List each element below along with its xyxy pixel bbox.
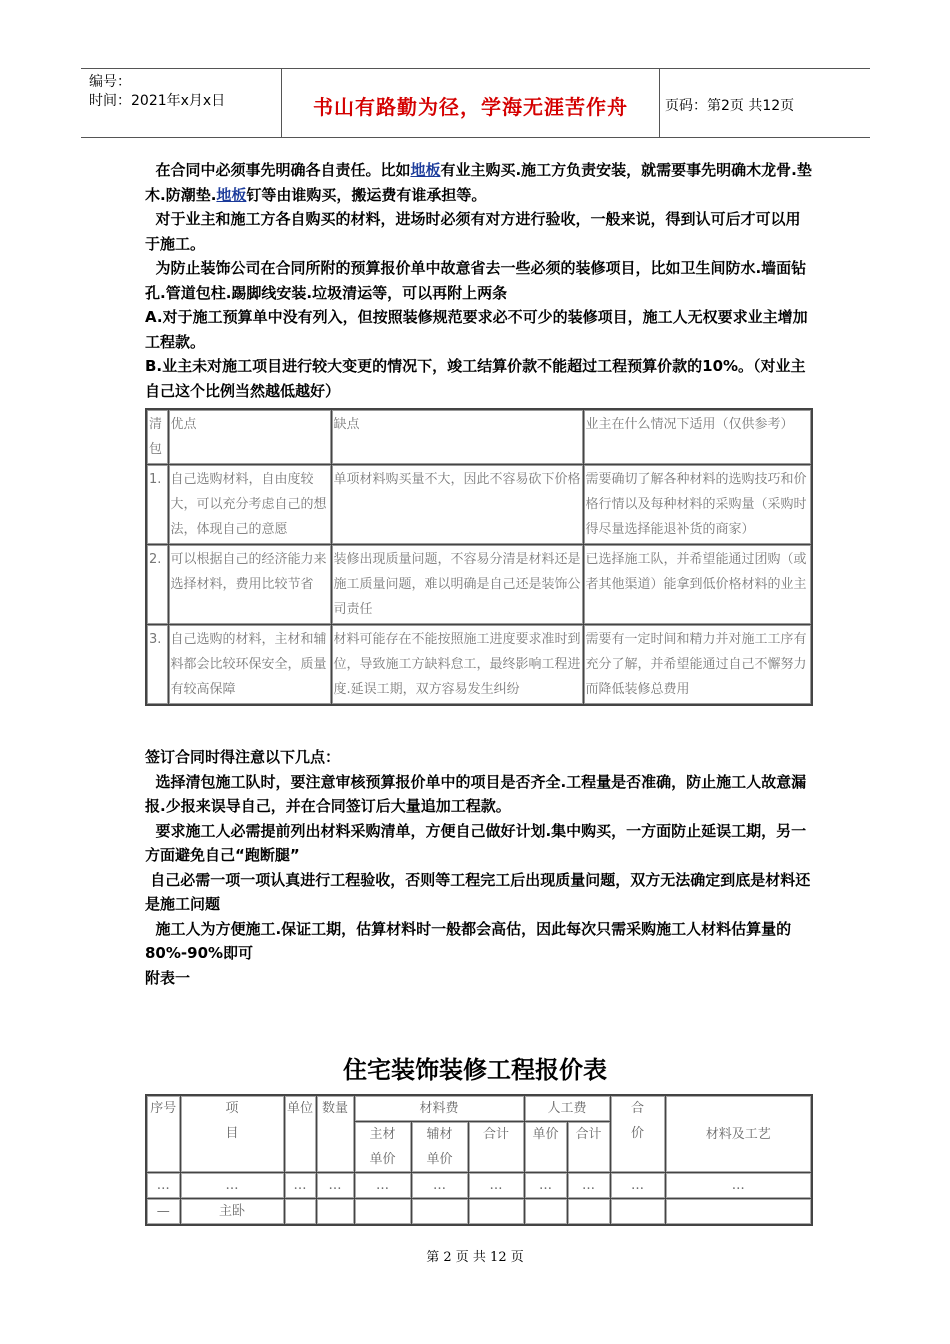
date-label: 时间：2021年x月x日 [89, 93, 226, 109]
text-segment: 自己必需一项一项认真进行工程验收，否则等工程完工后出现质量问题，双方无法确定到底是材料还是施工问题 [145, 870, 811, 913]
header-aux-price: 辅材 单价 [411, 1122, 468, 1173]
text-segment: 要求施工人必需提前列出材料采购清单，方便自己做好计划.集中购买，一方面防止延误工期，另一方面避免自己“跑断腿” [145, 821, 807, 864]
cons-cell: 材料可能存在不能按照施工进度要求准时到位，导致施工方缺料怠工，最终影响工程进度.延误工期，双方容易发生纠纷 [331, 625, 583, 706]
note-item [145, 770, 815, 819]
price-table-title: 住宅装饰装修工程报价表 [343, 1055, 607, 1084]
header-labor-sum: 合计 [567, 1122, 610, 1173]
ellipsis-cell: … [665, 1173, 812, 1199]
ellipsis-cell: … [524, 1173, 567, 1199]
header-right [659, 69, 870, 137]
ellipsis-cell: … [411, 1173, 468, 1199]
empty-cell [567, 1199, 610, 1226]
appendix-label: 附表一 [145, 968, 191, 987]
header-material: 材料费 [354, 1095, 524, 1122]
row-number: 2. [146, 545, 168, 625]
empty-cell [610, 1199, 665, 1226]
clause-a: A.对于施工预算单中没有列入，但按照装修规范要求必不可少的装修项目，施工人无权要求业主增加工程款。 [145, 308, 808, 351]
header-material-sum: 合计 [468, 1122, 524, 1173]
header-unit: 单位 [284, 1095, 316, 1173]
cons-cell: 单项材料购买量不大，因此不容易砍下价格 [331, 465, 583, 545]
table-row [146, 1173, 812, 1199]
empty-cell [411, 1199, 468, 1226]
number-label: 编号： [89, 74, 131, 90]
empty-cell [354, 1199, 411, 1226]
empty-cell [665, 1199, 812, 1226]
ellipsis-cell: … [284, 1173, 316, 1199]
note-item [145, 917, 815, 966]
notes-title: 签订合同时得注意以下几点： [145, 748, 341, 766]
ellipsis-cell: … [468, 1173, 524, 1199]
empty-cell [284, 1199, 316, 1226]
text-segment: 施工人为方便施工.保证工期，估算材料时一般都会高估，因此每次只需采购施工人材料估算量的80%-90%即可 [145, 919, 792, 962]
table-row [146, 465, 812, 545]
header-total: 合 价 [610, 1095, 665, 1173]
row-seq: — [146, 1199, 180, 1226]
pros-cell: 自己选购的材料，主材和辅料都会比较环保安全，质量有较高保障 [168, 625, 331, 706]
empty-cell [316, 1199, 354, 1226]
ellipsis-cell: … [146, 1173, 180, 1199]
floor-link-2[interactable]: 地板 [216, 185, 247, 204]
price-table [145, 1094, 813, 1226]
empty-cell [468, 1199, 524, 1226]
clause-b: B.业主未对施工项目进行较大变更的情况下，竣工结算价款不能超过工程预算价款的10%。（对业主自己这个比例当然越低越好） [145, 357, 806, 400]
row-number: 3. [146, 625, 168, 706]
suitable-cell: 需要确切了解各种材料的选购技巧和价格行情以及每种材料的采购量（采购时得尽量选择能退补货的商家） [583, 465, 812, 545]
text-segment: 为防止装饰公司在合同所附的预算报价单中故意省去一些必须的装修项目，比如卫生间防水.墙面钻孔.管道包柱.踢脚线安装.垃圾清运等，可以再附上两条 [145, 259, 807, 302]
pros-cell: 自己选购材料，自由度较大，可以充分考虑自己的想法，体现自己的意愿 [168, 465, 331, 545]
row-number: 1. [146, 465, 168, 545]
header-cell: 缺点 [331, 409, 583, 465]
paragraph-inspection [145, 207, 815, 256]
ellipsis-cell: … [567, 1173, 610, 1199]
notes-text [145, 745, 815, 990]
suitable-cell: 需要有一定时间和精力并对施工工序有充分了解，并希望能通过自己不懈努力而降低装修总费用 [583, 625, 812, 706]
header-cell: 业主在什么情况下适用（仅供参考） [583, 409, 812, 465]
header-item: 项 目 [180, 1095, 284, 1173]
text-segment: 有业主购买.施工方负责安装，就需要事先明确木龙骨.垫木.防潮垫. [145, 161, 812, 204]
header-cell: 清包 [146, 409, 168, 465]
motto: 书山有路勤为径，学海无涯苦作舟 [313, 95, 628, 119]
suitable-cell: 已选择施工队，并希望能通过团购（或者其他渠道）能拿到低价格材料的业主 [583, 545, 812, 625]
empty-cell [524, 1199, 567, 1226]
header-craft: 材料及工艺 [665, 1095, 812, 1173]
text-segment: 选择清包施工队时，要注意审核预算报价单中的项目是否齐全.工程量是否准确，防止施工人故意漏报.少报来误导自己，并在合同签订后大量追加工程款。 [145, 772, 807, 815]
header-center [281, 69, 660, 137]
pros-cell: 可以根据自己的经济能力来选择材料，费用比较节省 [168, 545, 331, 625]
note-item [145, 819, 815, 868]
header-labor: 人工费 [524, 1095, 610, 1122]
note-item [145, 868, 815, 917]
text-segment: 钉等由谁购买，搬运费有谁承担等。 [246, 185, 487, 204]
row-item: 主卧 [180, 1199, 284, 1226]
price-header-row [146, 1095, 812, 1122]
paragraph-responsibility [145, 158, 815, 207]
paragraph-prevent [145, 256, 815, 305]
floor-link-1[interactable]: 地板 [410, 161, 441, 179]
header-cell: 优点 [168, 409, 331, 465]
header-left [81, 69, 281, 137]
table-row [146, 545, 812, 625]
table-row [146, 625, 812, 706]
ellipsis-cell: … [354, 1173, 411, 1199]
table-header-row [146, 409, 812, 465]
text-segment: 对于业主和施工方各自购买的材料，进场时必须有对方进行验收，一般来说，得到认可后才可以用于施工。 [145, 210, 801, 253]
text-segment: 在合同中必须事先明确各自责任。比如 [155, 161, 411, 179]
header-seq: 序号 [146, 1095, 180, 1173]
header-qty: 数量 [316, 1095, 354, 1173]
page-footer: 第 2 页 共 12 页 [426, 1250, 524, 1265]
table-row [146, 1199, 812, 1226]
comparison-table [145, 408, 813, 706]
contract-text [145, 158, 815, 403]
page-info: 页码：第2页 共12页 [665, 98, 795, 114]
ellipsis-cell: … [610, 1173, 665, 1199]
ellipsis-cell: … [316, 1173, 354, 1199]
cons-cell: 装修出现质量问题，不容易分清是材料还是施工质量问题，难以明确是自己还是装饰公司责任 [331, 545, 583, 625]
header-main-price: 主材 单价 [354, 1122, 411, 1173]
header-labor-price: 单价 [524, 1122, 567, 1173]
page-header [81, 68, 870, 138]
ellipsis-cell: … [180, 1173, 284, 1199]
